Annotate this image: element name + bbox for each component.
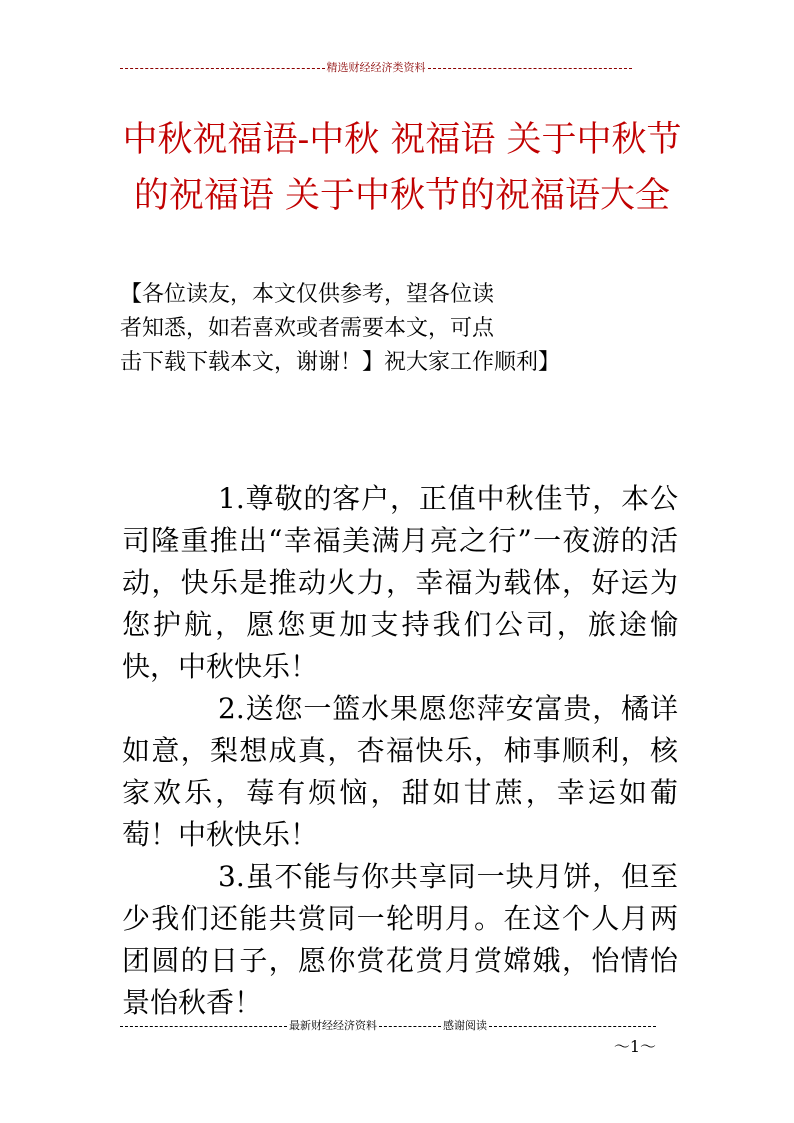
footer-dash-middle	[379, 1026, 441, 1027]
intro-note	[120, 278, 680, 380]
greeting-paragraph-2: 2.送您一篮水果愿您萍安富贵，橘详如意，梨想成真，杏福快乐，柿事顺利，核家欢乐，莓有烦恼，甜如甘蔗，幸运如葡萄！中秋快乐！	[122, 692, 678, 851]
header-text: 精选财经经济类资料	[326, 61, 426, 74]
intro-line: 击下载下载本文，谢谢！】祝大家工作顺利】	[120, 350, 561, 375]
header-dash-right	[428, 68, 633, 69]
page-number: ～1～	[613, 1037, 656, 1056]
document-title: 中秋祝福语-中秋 祝福语 关于中秋节的祝福语 关于中秋节的祝福语大全	[122, 120, 682, 216]
intro-line: 【各位读友，本文仅供参考，望各位读	[120, 282, 495, 307]
header-dash-left	[120, 68, 325, 69]
greeting-paragraph-1: 1.尊敬的客户，正值中秋佳节，本公司隆重推出“幸福美满月亮之行”一夜游的活动，快乐是推动火力，幸福为载体，好运为您护航，愿您更加支持我们公司，旅途愉快，中秋快乐！	[122, 482, 678, 683]
footer-dash-left	[120, 1026, 287, 1027]
body-text	[122, 478, 678, 1024]
running-header	[120, 60, 632, 76]
greeting-paragraph-3: 3.虽不能与你共享同一块月饼，但至少我们还能共赏同一轮明月。在这个人月两团圆的日子，愿你赏花赏月赏嫦娥，怡情怡景怡秋香！	[122, 860, 678, 1019]
footer-left-text: 最新财经经济资料	[289, 1019, 377, 1032]
footer-dash-right	[489, 1026, 656, 1027]
running-footer	[120, 1018, 656, 1034]
footer-right-text: 感谢阅读	[443, 1019, 487, 1032]
intro-line: 者知悉，如若喜欢或者需要本文，可点	[120, 316, 495, 341]
